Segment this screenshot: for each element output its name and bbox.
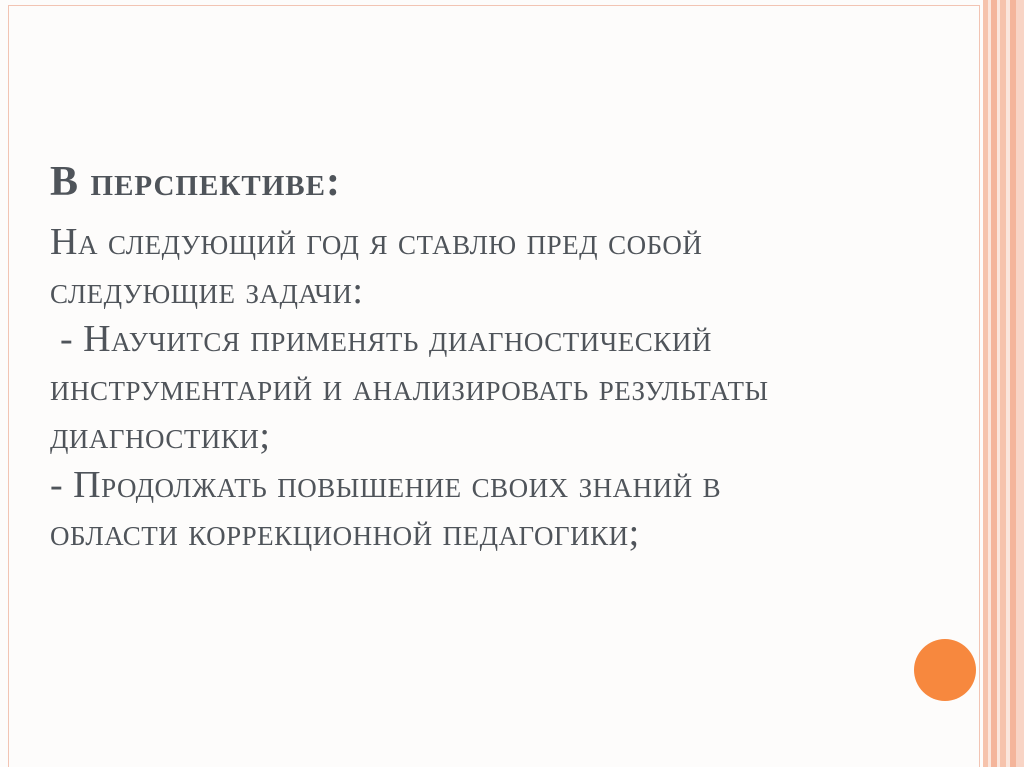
body-line-6: - Продолжать повышение своих знаний в <box>50 463 722 506</box>
orange-circle-decoration <box>914 639 976 701</box>
slide-title: В перспективе: <box>50 159 341 205</box>
body-line-2: следующие задачи: <box>50 269 364 312</box>
body-line-3: - Научится применять диагностический <box>50 318 712 360</box>
body-line-4: инструментарий и анализировать результаты <box>50 366 769 409</box>
decorative-stripe <box>1016 0 1024 767</box>
body-line-5: диагностики; <box>50 415 271 457</box>
body-line-1: На следующий год я ставлю пред собой <box>50 221 703 263</box>
slide-content <box>50 146 930 558</box>
body-line-7: области коррекционной педагогики; <box>50 512 640 554</box>
